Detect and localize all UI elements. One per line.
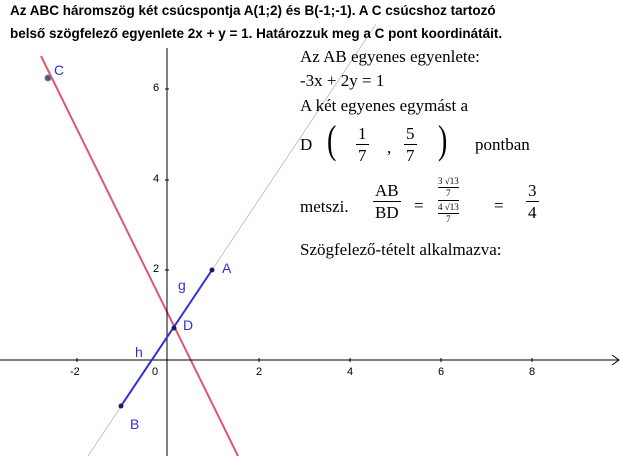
paren-open: ( <box>326 117 337 162</box>
label-d: D <box>183 317 194 333</box>
x-tick-label: 8 <box>529 366 536 378</box>
metszi-text: metszi. <box>300 197 349 216</box>
ratio-den-rad: √13 <box>444 202 459 212</box>
ratio-den-coef: 4 <box>438 202 443 212</box>
y-tick-label: 6 <box>153 82 160 94</box>
result-num: 3 <box>528 181 537 200</box>
point-d[interactable] <box>172 326 177 331</box>
ab-bd-fraction <box>373 182 401 221</box>
y-tick-label: 4 <box>153 173 160 185</box>
x-tick-label: 0 <box>152 366 159 378</box>
bd-label: BD <box>375 203 399 222</box>
text-line-1: Az AB egyenes egyenlete: <box>300 47 480 66</box>
problem-line-2: belső szögfelező egyenlete 2x + y = 1. Határozzuk meg a C pont koordinátáit. <box>10 26 503 41</box>
text-line-2: -3x + 2y = 1 <box>300 71 385 90</box>
ratio-fraction <box>438 177 459 224</box>
d-x-fraction <box>356 125 369 164</box>
text-line-3: A két egyenes egymást a <box>300 96 469 115</box>
point-a[interactable] <box>210 268 215 273</box>
pontban-text: pontban <box>475 135 530 154</box>
d-point-label: D <box>300 135 313 154</box>
x-tick-label: 2 <box>256 366 263 378</box>
label-h: h <box>135 344 143 360</box>
x-tick-label: -2 <box>70 366 80 378</box>
x-tick-label: 6 <box>438 366 445 378</box>
ratio-num-rad: √13 <box>444 176 459 186</box>
label-c: C <box>54 62 65 78</box>
label-a: A <box>222 260 232 276</box>
ab-label: AB <box>375 181 399 200</box>
equals-2: = <box>494 196 504 215</box>
equals-1: = <box>414 196 424 215</box>
result-fraction <box>526 182 539 221</box>
d-y-den: 7 <box>406 146 415 165</box>
ratio-num-den: 7 <box>446 188 451 198</box>
paren-close: ) <box>437 117 448 162</box>
d-y-fraction <box>404 125 417 164</box>
text-line-last: Szögfelező-tételt alkalmazva: <box>300 240 502 259</box>
problem-line-1: Az ABC háromszög két csúcspontja A(1;2) és B(-1;-1). A C csúcshoz tartozó <box>10 3 496 18</box>
ratio-den-den: 7 <box>446 214 451 224</box>
d-y-num: 5 <box>406 124 415 143</box>
bisector-line <box>41 56 238 456</box>
d-comma: , <box>387 138 392 157</box>
result-den: 4 <box>528 203 537 222</box>
ratio-num-coef: 3 <box>438 176 443 186</box>
label-g: g <box>178 277 186 293</box>
y-tick-label: 2 <box>153 263 160 275</box>
x-tick-label: 4 <box>347 366 354 378</box>
point-b[interactable] <box>119 404 124 409</box>
d-x-num: 1 <box>358 124 367 143</box>
label-b: B <box>130 416 140 432</box>
d-x-den: 7 <box>358 146 367 165</box>
point-c[interactable] <box>45 75 51 81</box>
